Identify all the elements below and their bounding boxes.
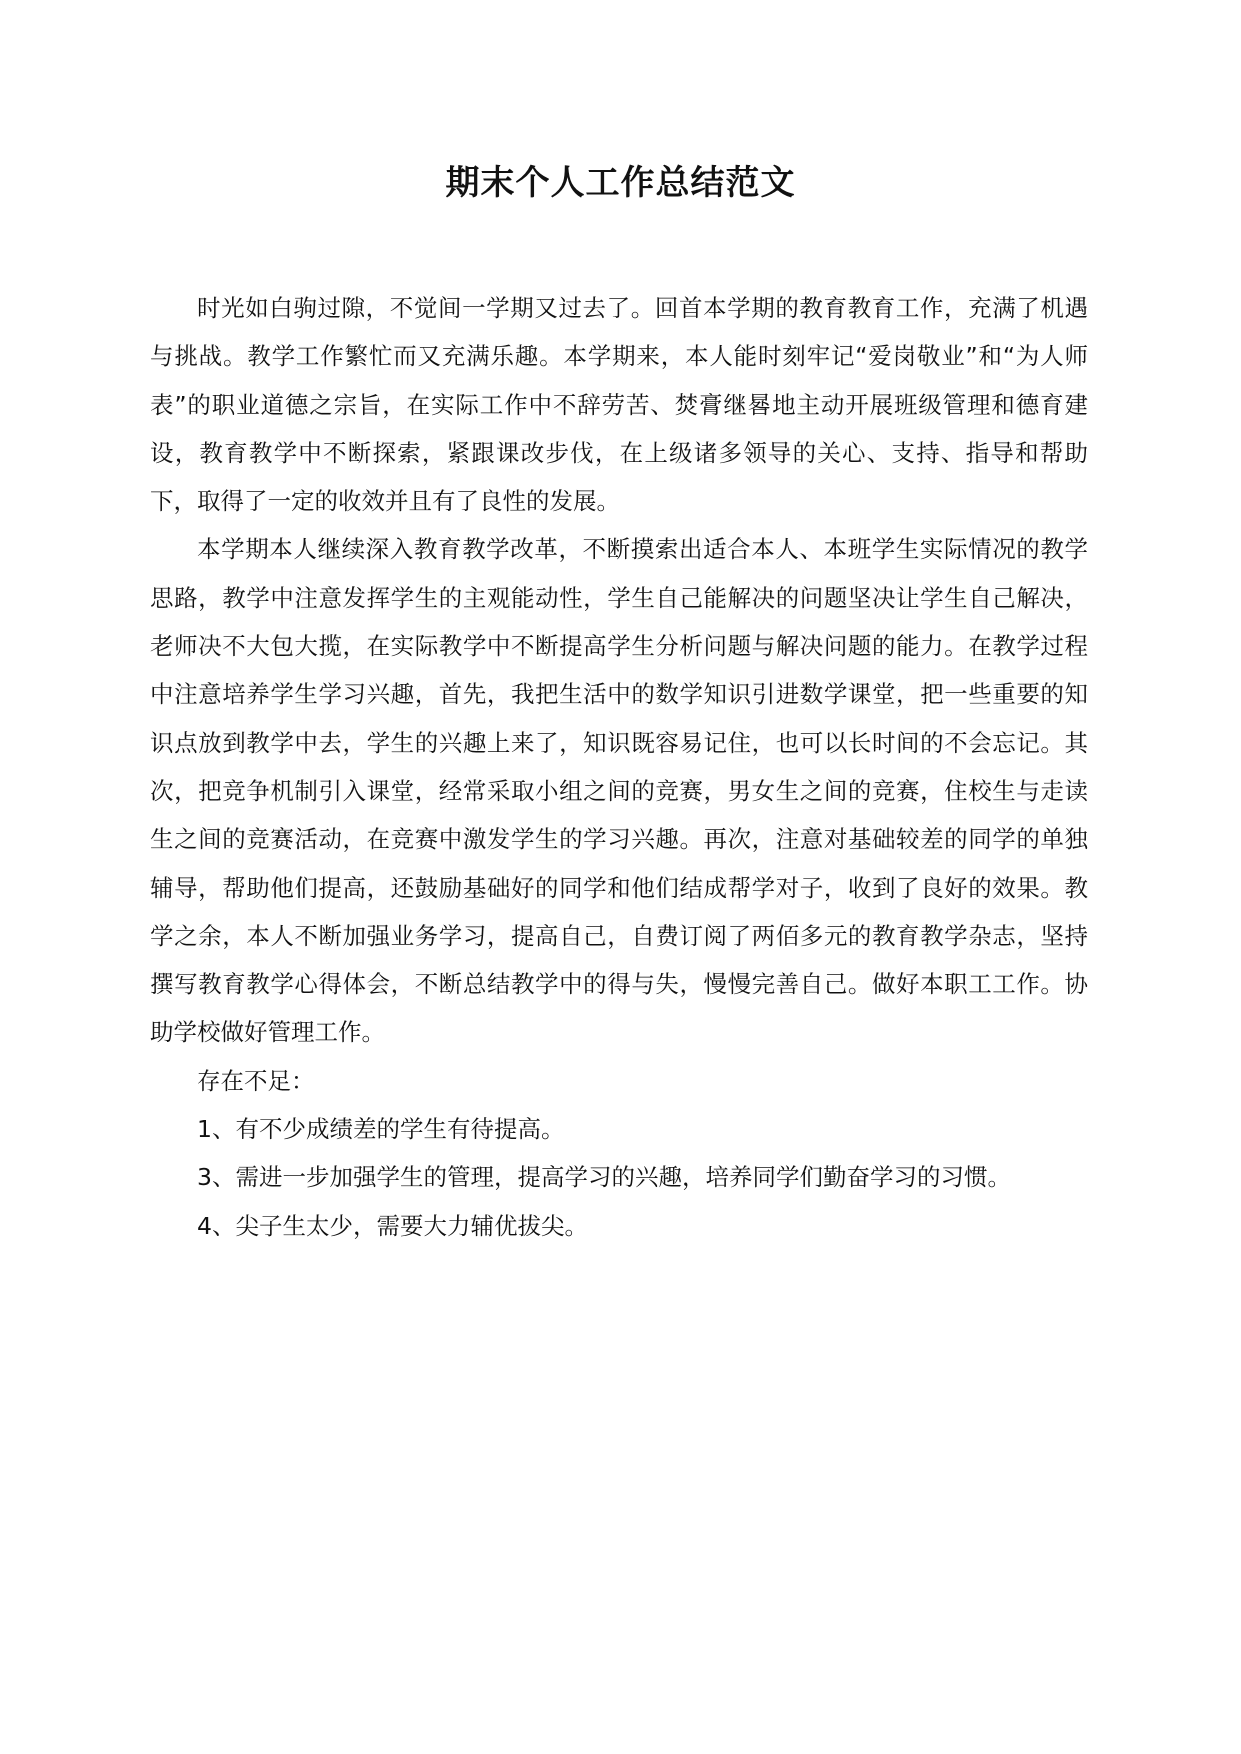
shortcomings-heading: 存在不足： xyxy=(197,1066,315,1095)
paragraph-intro: 时光如白驹过隙，不觉间一学期又过去了。回首本学期的教育教育工作，充满了机遇与挑战。教学工作繁忙而又充满乐趣。本学期来，本人能时刻牢记“爱岗敬业”和“为人师表”的职业道德之宗旨，在实际工作中不辞劳苦、焚膏继晷地主动开展班级管理和德育建设，教育教学中不断探索，紧跟课改步伐，在上级诸多领导的关心、支持、指导和帮助下，取得了一定的收效并且有了良性的发展。 xyxy=(150,294,1088,516)
shortcoming-item: 4、尖子生太少，需要大力辅优拔尖。 xyxy=(197,1211,588,1240)
shortcoming-item: 3、需进一步加强学生的管理，提高学习的兴趣，培养同学们勤奋学习的习惯。 xyxy=(197,1163,1011,1192)
document-title: 期末个人工作总结范文 xyxy=(445,163,796,203)
paragraph-teaching: 本学期本人继续深入教育教学改革，不断摸索出适合本人、本班学生实际情况的教学思路，教学中注意发挥学生的主观能动性，学生自己能解决的问题坚决让学生自己解决，老师决不大包大揽，在实际教学中不断提高学生分析问题与解决问题的能力。在教学过程中注意培养学生学习兴趣，首先，我把生活中的数学知识引进数学课堂，把一些重要的知识点放到教学中去，学生的兴趣上来了，知识既容易记住，也可以长时间的不会忘记。其次，把竞争机制引入课堂，经常采取小组之间的竞赛，男女生之间的竞赛，住校生与走读生之间的竞赛活动，在竞赛中激发学生的学习兴趣。再次，注意对基础较差的同学的单独辅导，帮助他们提高，还鼓励基础好的同学和他们结成帮学对子，收到了良好的效果。教学之余，本人不断加强业务学习，提高自己，自费订阅了两佰多元的教育教学杂志，坚持撰写教育教学心得体会，不断总结教学中的得与失，慢慢完善自己。做好本职工工作。协助学校做好管理工作。 xyxy=(150,535,1088,1047)
shortcoming-item: 1、有不少成绩差的学生有待提高。 xyxy=(197,1115,565,1144)
document-body xyxy=(150,284,1088,1250)
